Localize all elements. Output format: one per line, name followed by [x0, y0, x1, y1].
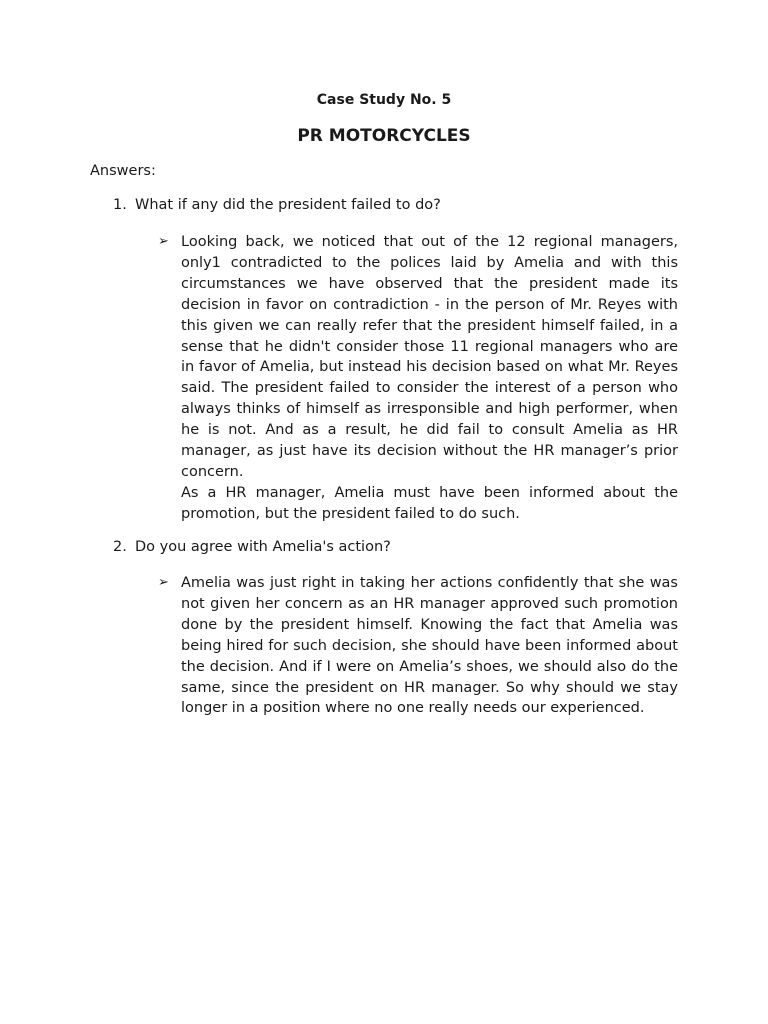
question-text: Do you agree with Amelia's action?: [135, 539, 391, 555]
answer-2: [158, 573, 678, 743]
answers-label: Answers:: [90, 163, 156, 179]
arrow-bullet-icon: ➢: [158, 234, 169, 249]
question-1: [113, 195, 441, 215]
answer-paragraph: Amelia was just right in taking her actions confidently that she was not given her concern as an HR manager approved such promotion done by the president himself. Knowing the fact that Amelia was being hired for such decision, she should have been informed about the decision. And if I were on Amelia’s shoes, we should also do the same, since the president on HR manager. So why should we stay longer in a position where no one really needs our experienced.: [181, 575, 678, 717]
question-text: What if any did the president failed to do?: [135, 197, 441, 213]
case-study-number: Case Study No. 5: [316, 92, 452, 108]
answer-paragraph: Looking back, we noticed that out of the 12 regional managers, only1 contradicted to the polices laid by Amelia and with this circumstances we have observed that the president made its decision in favor on contradiction - in the person of Mr. Reyes with this given we can really refer that the president himself failed, in a sense that he didn't consider those 11 regional managers who are in favor of Amelia, but instead his decision based on what Mr. Reyes said. The president failed to consider the interest of a person who always thinks of himself as irresponsible and high performer, when he is not. And as a result, he did fail to consult Amelia as HR manager, as just have its decision without the HR manager’s prior concern.: [181, 234, 678, 480]
answer-text: [181, 232, 678, 525]
answer-1: [158, 232, 678, 532]
question-number: 1.: [113, 197, 127, 213]
arrow-bullet-icon: ➢: [158, 575, 169, 590]
document-title: PR MOTORCYCLES: [297, 126, 471, 146]
question-number: 2.: [113, 539, 127, 555]
answer-paragraph: As a HR manager, Amelia must have been informed about the promotion, but the president failed to do such.: [181, 484, 678, 522]
answer-text: [181, 573, 678, 719]
question-2: [113, 537, 391, 557]
